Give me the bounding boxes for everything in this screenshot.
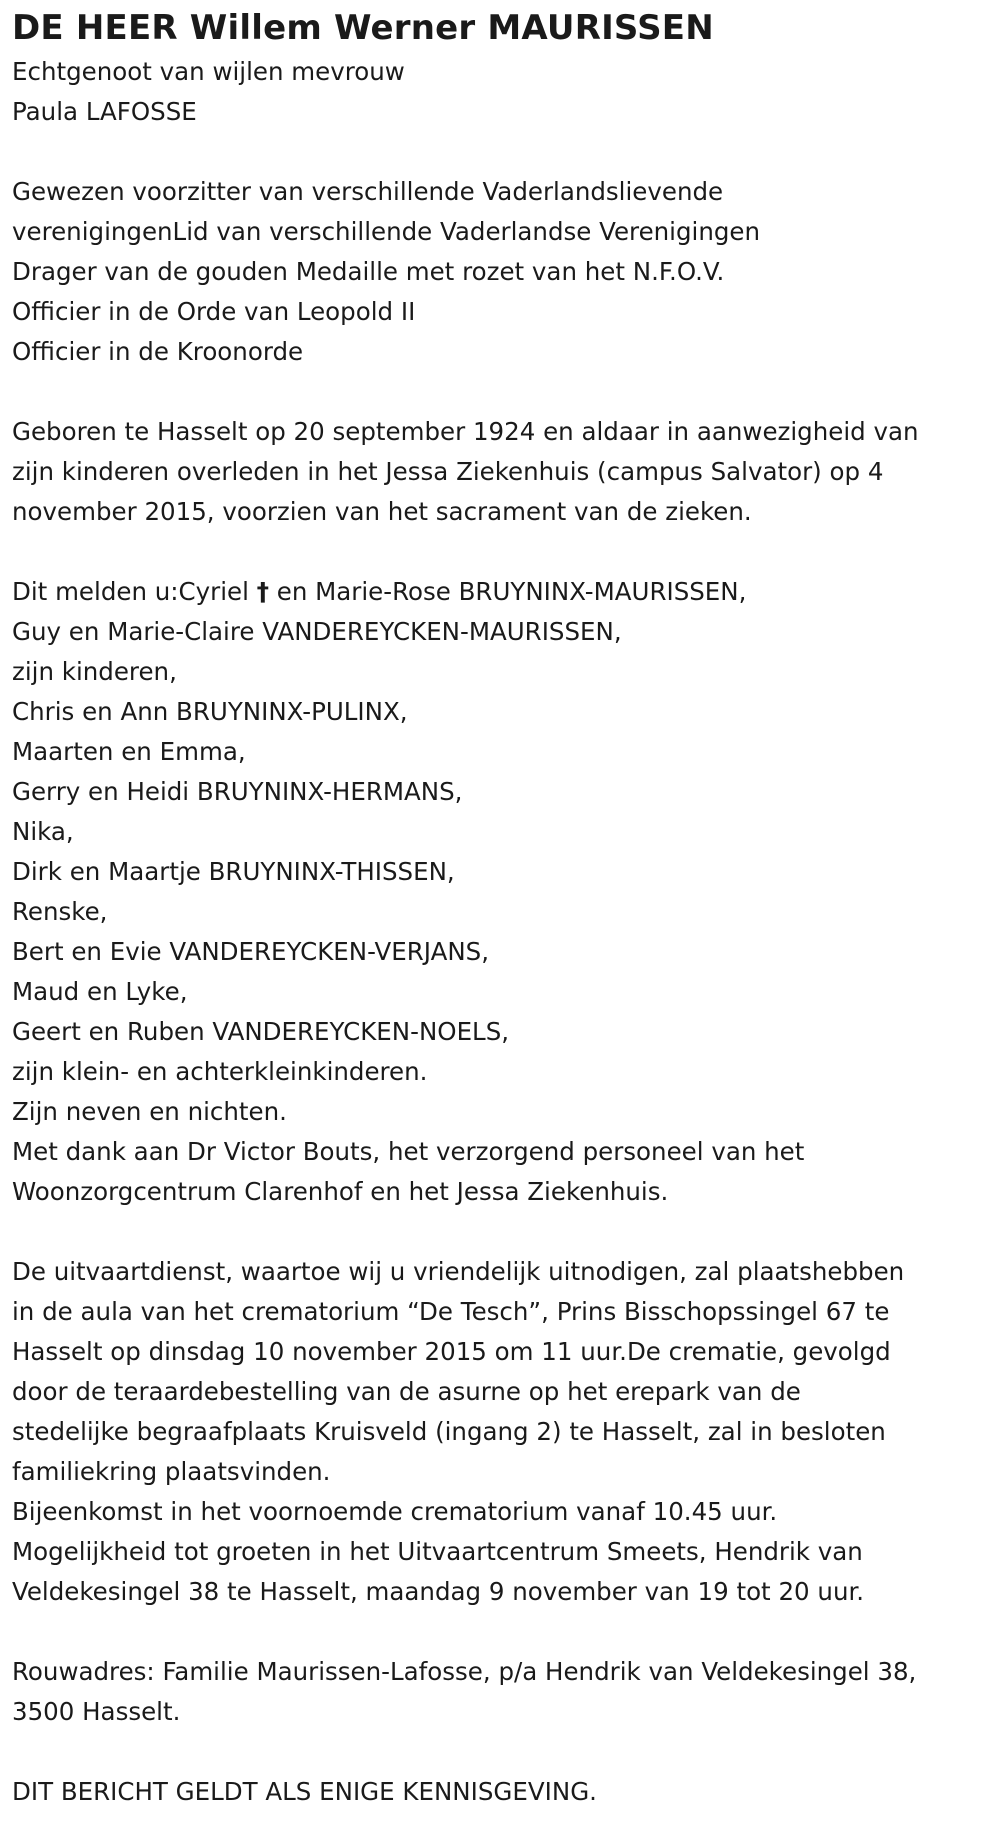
birth-death-line: zijn kinderen overleden in het Jessa Ziekenhuis (campus Salvator) op 4 <box>12 457 884 486</box>
family-line: Gerry en Heidi BRUYNINX-HERMANS, <box>12 777 463 806</box>
ceremony-line: stedelijke begraafplaats Kruisveld (ingang 2) te Hasselt, zal in besloten <box>12 1417 886 1446</box>
family-line: Woonzorgcentrum Clarenhof en het Jessa Ziekenhuis. <box>12 1177 669 1206</box>
birth-death-section <box>12 412 1000 532</box>
address-section <box>12 1652 1000 1732</box>
family-line: Nika, <box>12 817 74 846</box>
family-line: Maud en Lyke, <box>12 977 188 1006</box>
family-line: Geert en Ruben VANDEREYCKEN-NOELS, <box>12 1017 510 1046</box>
family-first-line <box>12 572 1000 612</box>
family-line: Renske, <box>12 897 108 926</box>
family-line: Zijn neven en nichten. <box>12 1097 287 1126</box>
family-line: Guy en Marie-Claire VANDEREYCKEN-MAURISSEN, <box>12 617 622 646</box>
family-line: Bert en Evie VANDEREYCKEN-VERJANS, <box>12 937 490 966</box>
obituary-heading: DE HEER Willem Werner MAURISSEN <box>12 8 714 48</box>
ceremony-line: Hasselt op dinsdag 10 november 2015 om 11 uur.De crematie, gevolgd <box>12 1337 891 1366</box>
honors-section <box>12 172 1000 372</box>
honor-line: verenigingenLid van verschillende Vaderlandse Verenigingen <box>12 217 761 246</box>
paragraph-gap <box>12 532 1000 572</box>
ceremony-line: Mogelijkheid tot groeten in het Uitvaartcentrum Smeets, Hendrik van <box>12 1537 863 1566</box>
closing-section <box>12 1772 1000 1812</box>
birth-death-line: november 2015, voorzien van het sacrament van de zieken. <box>12 497 752 526</box>
family-line: zijn klein- en achterkleinkinderen. <box>12 1057 428 1086</box>
spouse-section <box>12 52 1000 132</box>
address-line: Rouwadres: Familie Maurissen-Lafosse, p/a Hendrik van Veldekesingel 38, <box>12 1657 917 1686</box>
family-line: Met dank aan Dr Victor Bouts, het verzorgend personeel van het <box>12 1137 805 1166</box>
family-line: Dirk en Maartje BRUYNINX-THISSEN, <box>12 857 455 886</box>
ceremony-line: in de aula van het crematorium “De Tesch”, Prins Bisschopssingel 67 te <box>12 1297 890 1326</box>
closing-notice: DIT BERICHT GELDT ALS ENIGE KENNISGEVING. <box>12 1777 597 1806</box>
ceremony-section <box>12 1252 1000 1612</box>
ceremony-line: door de teraardebestelling van de asurne op het erepark van de <box>12 1377 801 1406</box>
ceremony-line: De uitvaartdienst, waartoe wij u vriendelijk uitnodigen, zal plaatshebben <box>12 1257 905 1286</box>
paragraph-gap <box>12 1732 1000 1772</box>
honor-line: Officier in de Orde van Leopold II <box>12 297 416 326</box>
ceremony-line: Bijeenkomst in het voornoemde crematorium vanaf 10.45 uur. <box>12 1497 778 1526</box>
cross-icon: † <box>256 577 269 606</box>
spouse-line: Paula LAFOSSE <box>12 97 197 126</box>
family-line: zijn kinderen, <box>12 657 177 686</box>
ceremony-line: Veldekesingel 38 te Hasselt, maandag 9 november van 19 tot 20 uur. <box>12 1577 865 1606</box>
paragraph-gap <box>12 132 1000 172</box>
paragraph-gap <box>12 372 1000 412</box>
family-suffix: en Marie-Rose BRUYNINX-MAURISSEN, <box>268 577 747 606</box>
address-line: 3500 Hasselt. <box>12 1697 181 1726</box>
paragraph-gap <box>12 1612 1000 1652</box>
honor-line: Officier in de Kroonorde <box>12 337 304 366</box>
birth-death-line: Geboren te Hasselt op 20 september 1924 en aldaar in aanwezigheid van <box>12 417 919 446</box>
ceremony-line: familiekring plaatsvinden. <box>12 1457 331 1486</box>
obituary-document <box>0 4 1000 1828</box>
family-prefix: Dit melden u:Cyriel <box>12 577 257 606</box>
paragraph-gap <box>12 1212 1000 1252</box>
honor-line: Drager van de gouden Medaille met rozet van het N.F.O.V. <box>12 257 725 286</box>
family-line: Chris en Ann BRUYNINX-PULINX, <box>12 697 408 726</box>
honor-line: Gewezen voorzitter van verschillende Vaderlandslievende <box>12 177 724 206</box>
spouse-line: Echtgenoot van wijlen mevrouw <box>12 57 405 86</box>
family-line: Maarten en Emma, <box>12 737 246 766</box>
family-section <box>12 572 1000 1212</box>
